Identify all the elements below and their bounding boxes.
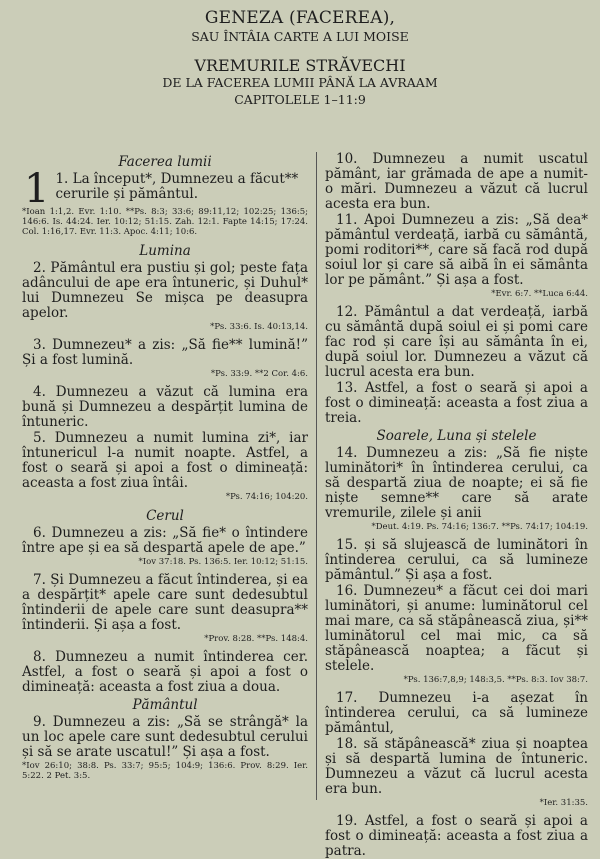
- book-subtitle: SAU ÎNTÂIA CARTE A LUI MOISE: [191, 29, 409, 44]
- verse: 12. Pământul a dat verdeață, iarbă cu sământă după soiul ei și pomi care fac rod și care își au sământa în ei, după soiul lor. Dumnezeu a văzut că lucrul acesta era bun.: [325, 304, 588, 380]
- era-title: VREMURILE STRĂVECHI: [194, 56, 406, 75]
- section-heading: Pământul: [132, 697, 198, 713]
- section-heading: Cerul: [146, 508, 184, 524]
- section-heading: Facerea lumii: [118, 154, 212, 170]
- verse: 4. Dumnezeu a văzut că lumina era bună și Dumnezeu a despărțit lumina de întuneric.: [22, 384, 308, 430]
- verse: 16. Dumnezeu* a făcut cei doi mari luminători, și anume: luminătorul cel mai mare, ca să stăpânească ziua, și** luminătorul cel mai mic, ca să stăpânească noaptea; a făcut și stelele.: [325, 583, 588, 674]
- verse: 17. Dumnezeu i-a așezat în întinderea cerului, ca să lumineze pământul,: [325, 690, 588, 736]
- verse: 9. Dumnezeu a zis: „Să se strângă* la un loc apele care sunt dedesubtul cerului și să se arate uscatul!” Și așa a fost.: [22, 714, 308, 760]
- verse: 3. Dumnezeu* a zis: „Să fie** lumină!” Și a fost lumină.: [22, 337, 308, 368]
- verse: 7. Și Dumnezeu a făcut întinderea, și ea a despărțit* apele care sunt dedesubtul întinderii de apele care sunt deasupra** întinderii. Și așa a fost.: [22, 572, 308, 633]
- cross-reference: *Deut. 4:19. Ps. 74:16; 136:7. **Ps. 74:17; 104:19.: [371, 522, 588, 532]
- verse: 13. Astfel, a fost o seară și apoi a fost o dimineață: aceasta a fost ziua a treia.: [325, 380, 588, 426]
- cross-reference: *Iov 26:10; 38:8. Ps. 33:7; 95:5; 104:9; 136:6. Prov. 8:29. Ier. 5:22. 2 Pet. 3:5.: [22, 761, 308, 781]
- cross-reference: *Ps. 33:9. **2 Cor. 4:6.: [210, 369, 308, 379]
- verse: 11. Apoi Dumnezeu a zis: „Să dea* pământul verdeață, iarbă cu sământă, pomi roditori**, care să facă rod după soiul lor și care să aibă în ei sământa lor pe pământ.” Și așa a fost.: [325, 212, 588, 288]
- cross-reference: *Iov 37:18. Ps. 136:5. Ier. 10:12; 51:15.: [138, 557, 308, 567]
- era-subtitle: DE LA FACEREA LUMII PÂNĂ LA AVRAAM: [162, 75, 438, 90]
- cross-reference: *Ioan 1:1,2. Evr. 1:10. **Ps. 8:3; 33:6; 89:11,12; 102:25; 136:5; 146:6. Is. 44:24. Ier. 10:12; 51:15. Zah. 12:1. Fapte 14:15; 17:24. Col. 1:16,17. Evr. 11:3. Apoc. 4:11; 10:6.: [22, 207, 308, 237]
- verse: 18. să stăpânească* ziua și noaptea și să despartă lumina de întuneric. Dumnezeu a văzut că lucrul acesta era bun.: [325, 736, 588, 797]
- verse: 8. Dumnezeu a numit întinderea cer. Astfel, a fost o seară și apoi a fost o dimineață: aceasta a fost ziua a doua.: [22, 649, 308, 695]
- cross-reference: *Ps. 136:7,8,9; 148:3,5. **Ps. 8:3. Iov 38:7.: [403, 675, 588, 685]
- book-title: GENEZA (FACEREA),: [204, 8, 396, 28]
- text-columns: [22, 151, 588, 859]
- verse: 14. Dumnezeu a zis: „Să fie niște luminători* în întinderea cerului, ca să despartă ziua de noapte; ei să fie niște semne** care să arate vremurile, zilele și anii: [325, 445, 588, 521]
- chapter-opening: [22, 166, 308, 212]
- chapter-range: CAPITOLELE 1–11:9: [234, 92, 366, 107]
- verse: 6. Dumnezeu a zis: „Să fie* o întindere între ape și ea să despartă apele de ape.”: [22, 525, 308, 556]
- verse: 5. Dumnezeu a numit lumina zi*, iar întunericul l-a numit noapte. Astfel, a fost o seară și apoi a fost o dimineață: aceasta a fost ziua întâi.: [22, 430, 308, 491]
- section-heading: Soarele, Luna și stelele: [376, 428, 537, 444]
- left-column: [22, 152, 316, 800]
- cross-reference: *Prov. 8:28. **Ps. 148:4.: [204, 634, 308, 644]
- section-heading: Lumina: [139, 243, 191, 259]
- cross-reference: *Ps. 74:16; 104:20.: [225, 492, 308, 502]
- chapter-number: 1: [24, 166, 50, 212]
- cross-reference: *Ier. 31:35.: [539, 798, 588, 808]
- right-column: [316, 151, 588, 859]
- cross-reference: *Evr. 6:7. **Luca 6:44.: [491, 289, 588, 299]
- verse: 2. Pământul era pustiu și gol; peste fața adâncului de ape era întuneric, și Duhul* lui Dumnezeu Se mișca pe deasupra apelor.: [22, 260, 308, 321]
- verse: 15. și să slujească de luminători în întinderea cerului, ca să lumineze pământul.” Și așa a fost.: [325, 537, 588, 583]
- verse: 19. Astfel, a fost o seară și apoi a fost o dimineață: aceasta a fost ziua a patra.: [325, 813, 588, 859]
- page-header: [0, 8, 600, 107]
- cross-reference: *Ps. 33:6. Is. 40:13,14.: [210, 322, 308, 332]
- verse: 1. La început*, Dumnezeu a făcut** cerurile și pământul.: [55, 171, 299, 202]
- verse: 10. Dumnezeu a numit uscatul pământ, iar grămada de ape a numit-o mări. Dumnezeu a văzut că lucrul acesta era bun.: [325, 151, 588, 212]
